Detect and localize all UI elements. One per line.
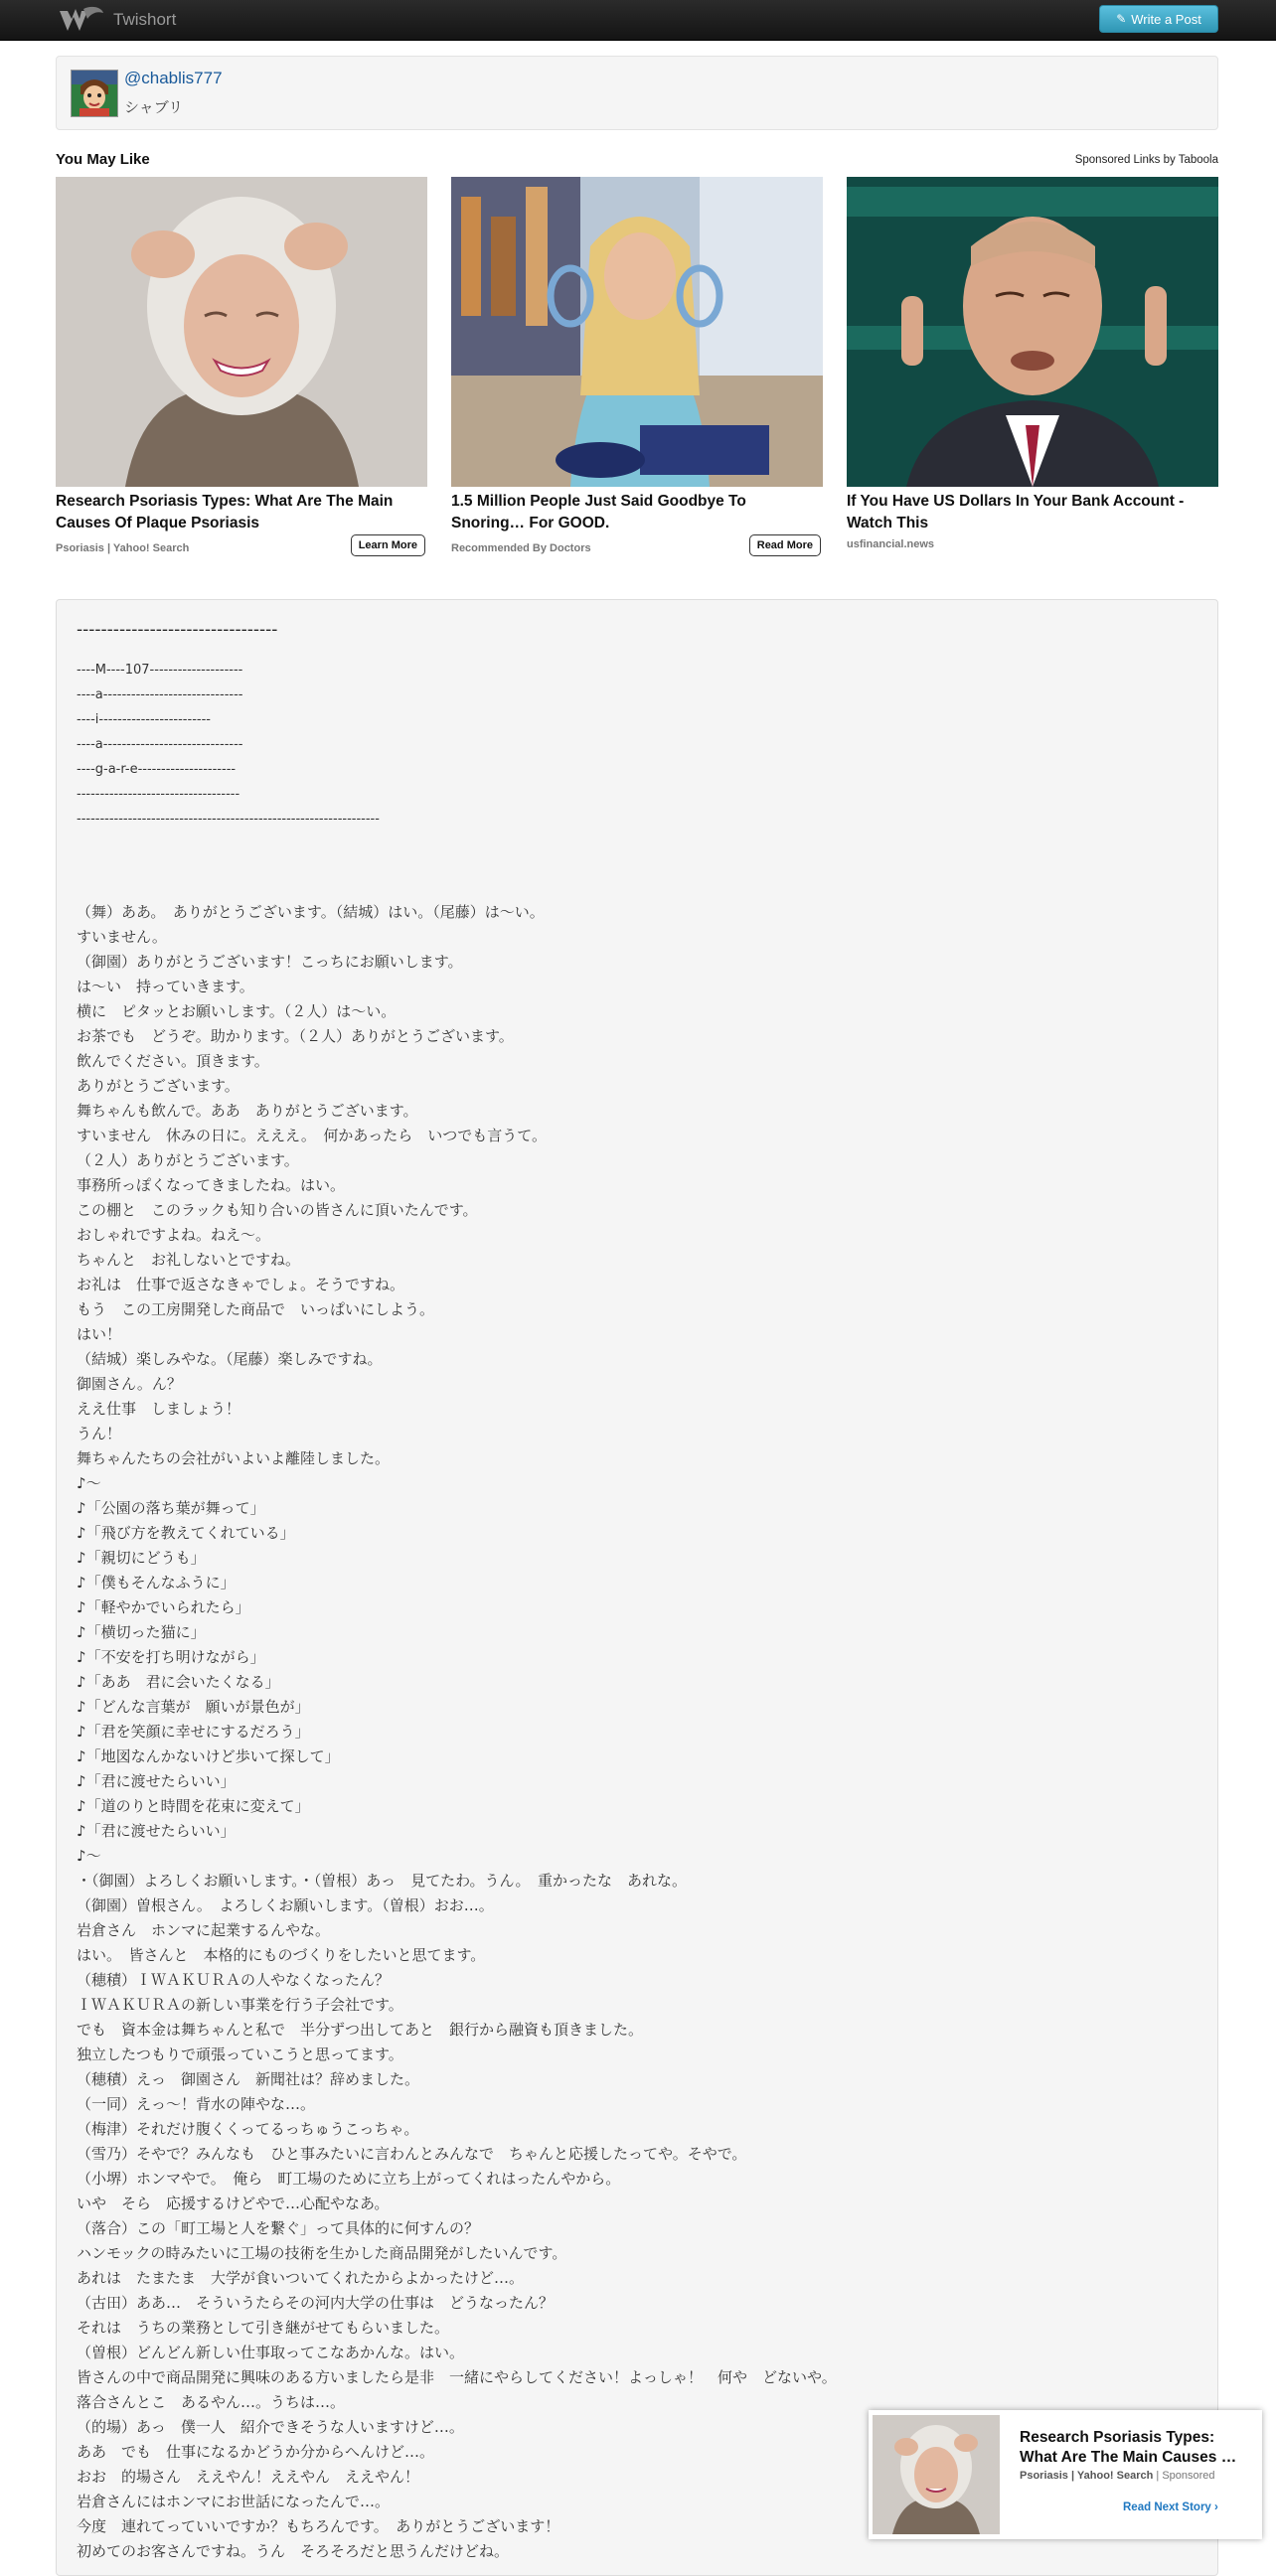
post-line: 舞ちゃんたちの会社がいよいよ離陸しました。 — [77, 1449, 391, 1467]
post-line: あれは たまたま 大学が食いついてくれたからよかったけど…。 — [77, 2269, 525, 2287]
top-navbar — [0, 0, 1276, 41]
post-line: （穂積）えっ 御園さん 新聞社は？辞めました。 — [77, 2070, 420, 2088]
avatar-image — [72, 71, 117, 116]
post-title-line: --------------------------------- — [77, 620, 278, 640]
sponsored-links-label[interactable]: Sponsored Links by Taboola — [1074, 154, 1218, 166]
read-next-story-label: Read Next Story — [1123, 2501, 1211, 2513]
recommendation-card-1[interactable] — [56, 177, 427, 564]
post-line: （穂積）ＩＷＡＫＵＲＡの人やなくなったん？ — [77, 1971, 391, 1989]
chevron-right-icon: › — [1214, 2501, 1218, 2513]
post-line: ええ仕事 しましょう！ — [77, 1400, 241, 1418]
post-line: ♪「ああ 君に会いたくなる」 — [77, 1673, 280, 1691]
floating-ad-title[interactable]: Research Psoriasis Types: What Are The Main Causes … — [1020, 2429, 1237, 2466]
brand-name: Twishort — [113, 10, 177, 29]
ad-title[interactable]: 1.5 Million People Just Said Goodbye To Snoring… For GOOD. — [451, 493, 746, 531]
read-more-button[interactable]: Read More — [749, 534, 821, 556]
ad-title[interactable]: Research Psoriasis Types: What Are The Main Causes Of Plaque Psoriasis — [56, 493, 394, 531]
floating-ad-sponsored: Sponsored — [1162, 2470, 1215, 2482]
post-line: はい。 皆さんと 本格的にものづくりをしたいと思てます。 — [77, 1946, 486, 1964]
post-line: ♪「公園の落ち葉が舞って」 — [77, 1499, 265, 1517]
post-line: おしゃれですよね。ねえ～。 — [77, 1226, 271, 1244]
post-line: 岩倉さん ホンマに起業するんやな。 — [77, 1921, 331, 1939]
post-line: それは うちの業務として引き継がせてもらいました。 — [77, 2319, 450, 2337]
post-line: 事務所っぽくなってきましたね。はい。 — [77, 1176, 346, 1194]
post-line: ああ でも 仕事になるかどうか分からへんけど…。 — [77, 2443, 435, 2461]
post-line: ♪「君を笑顔に幸せにするだろう」 — [77, 1723, 310, 1741]
post-line: すいません。 — [77, 928, 167, 946]
post-line: （梅津）それだけ腹くくってるっちゅうこっちゃ。 — [77, 2120, 419, 2138]
post-line: もう この工房開発した商品で いっぱいにしよう。 — [77, 1300, 435, 1318]
post-line: ＩＷＡＫＵＲＡの新しい事業を行う子会社です。 — [77, 1996, 403, 2014]
ad-source: usfinancial.news — [847, 538, 935, 550]
twishort-logo-icon — [58, 5, 105, 35]
post-line: お礼は 仕事で返さなきゃでしょ。そうですね。 — [77, 1276, 405, 1293]
post-header-line: ----a------------------------------ — [77, 737, 243, 752]
post-line: （一同）えっ～！背水の陣やな…。 — [77, 2095, 316, 2113]
post-line: ・（御園）よろしくお願いします。・（曽根）あっ 見てたわ。うん。 重かったな あれな。 — [77, 1872, 687, 1890]
post-line: （古田）ああ… そういうたらその河内大学の仕事は どうなったん？ — [77, 2294, 555, 2312]
post-line: （落合）この「町工場と人を繋ぐ」って具体的に何すんの？ — [77, 2219, 480, 2237]
post-line: 横に ピタッとお願いします。（２人）は～い。 — [77, 1002, 397, 1020]
floating-ad-meta: Psoriasis | Yahoo! Search | Sponsored — [1020, 2470, 1215, 2482]
post-line: 飲んでください。頂きます。 — [77, 1052, 269, 1070]
post-line: でも 資本金は舞ちゃんと私で 半分ずつ出してあと 銀行から融資も頂きました。 — [77, 2021, 644, 2039]
ad-source: Psoriasis | Yahoo! Search — [56, 542, 190, 554]
floating-recommendation-widget[interactable] — [869, 2410, 1262, 2539]
post-line: （結城）楽しみやな。（尾藤）楽しみですね。 — [77, 1350, 383, 1368]
post-line: お茶でも どうぞ。助かります。（２人）ありがとうございます。 — [77, 1027, 514, 1045]
post-line: おお 的場さん ええやん！ええやん ええやん！ — [77, 2468, 420, 2486]
post-line: （雪乃）そやで？みんなも ひと事みたいに言わんとみんなで ちゃんと応援したってや。そやで。 — [77, 2145, 747, 2163]
recommendation-card-3[interactable] — [847, 177, 1218, 564]
post-line: ♪「君に渡せたらいい」 — [77, 1822, 236, 1840]
post-line: 今度 連れてっていいですか？もちろんです。 ありがとうございます！ — [77, 2517, 560, 2535]
post-header-line: ----M----107-------------------- — [77, 663, 243, 678]
post-header-line: ----------------------------------- — [77, 787, 240, 802]
post-line: は～い 持っていきます。 — [77, 978, 254, 995]
post-line: ♪～ — [77, 1847, 101, 1865]
post-header-line: ----------------------------------------------------------------- — [77, 812, 380, 827]
avatar[interactable] — [71, 70, 118, 117]
ad-image-woman-snoring-device — [451, 177, 823, 487]
post-line: ♪「不安を打ち明けながら」 — [77, 1648, 265, 1666]
learn-more-button[interactable]: Learn More — [351, 534, 425, 556]
ad-title[interactable]: If You Have US Dollars In Your Bank Account - Watch This — [847, 493, 1185, 531]
brand-link[interactable] — [58, 5, 176, 35]
post-line: ♪「地図なんかないけど歩いて探して」 — [77, 1747, 340, 1765]
floating-ad-source: Psoriasis | Yahoo! Search — [1020, 2470, 1154, 2482]
post-line: はい！ — [77, 1325, 122, 1343]
user-handle-link[interactable]: @chablis777 — [124, 69, 223, 87]
post-line: （御園）ありがとうございます！こっちにお願いします。 — [77, 953, 463, 971]
post-line: ♪「軽やかでいられたら」 — [77, 1598, 250, 1616]
read-next-story-link[interactable] — [1123, 2501, 1218, 2513]
recommendation-card-2[interactable] — [451, 177, 823, 564]
post-line: 岩倉さんにはホンマにお世話になったんで…。 — [77, 2493, 391, 2510]
post-line: ハンモックの時みたいに工場の技術を生かした商品開発がしたいんです。 — [77, 2244, 567, 2262]
post-line: 独立したつもりで頑張っていこうと思ってます。 — [77, 2046, 403, 2063]
you-may-like-heading: You May Like — [56, 151, 150, 168]
post-line: ちゃんと お礼しないとですね。 — [77, 1251, 301, 1269]
post-line: （的場）あっ 僕一人 紹介できそうな人いますけど…。 — [77, 2418, 464, 2436]
post-line: 初めてのお客さんですね。うん そろそろだと思うんだけどね。 — [77, 2542, 510, 2560]
post-line: （小堺）ホンマやで。 俺ら 町工場のために立ち上がってくれはったんやから。 — [77, 2170, 621, 2188]
post-line: 御園さん。ん？ — [77, 1375, 182, 1393]
post-line: 落合さんとこ あるやん…。うちは…。 — [77, 2393, 346, 2411]
post-body — [77, 900, 837, 2564]
post-line: ♪「道のりと時間を花束に変えて」 — [77, 1797, 310, 1815]
ad-image-woman-scratching-head — [56, 177, 427, 487]
post-line: ♪「横切った猫に」 — [77, 1623, 206, 1641]
user-display-name: シャブリ — [124, 98, 184, 116]
post-content — [56, 599, 1218, 2576]
post-line: ♪「君に渡せたらいい」 — [77, 1772, 236, 1790]
write-post-label: Write a Post — [1131, 11, 1201, 27]
post-line: ありがとうございます。 — [77, 1077, 239, 1095]
post-line: ♪「飛び方を教えてくれている」 — [77, 1524, 295, 1542]
post-line: いや そら 応援するけどやで…心配やなあ。 — [77, 2195, 390, 2212]
ad-image-man-pointing — [847, 177, 1218, 487]
post-line: すいません 休みの日に。えええ。 何かあったら いつでも言うて。 — [77, 1127, 547, 1144]
post-line: ♪「僕もそんなふうに」 — [77, 1574, 236, 1591]
post-line: 舞ちゃんも飲んで。ああ ありがとうございます。 — [77, 1102, 418, 1120]
post-line: ♪「親切にどうも」 — [77, 1549, 206, 1567]
post-header-lines — [77, 658, 380, 832]
post-line: （曽根）どんどん新しい仕事取ってこなあかんな。はい。 — [77, 2344, 465, 2361]
post-line: この棚と このラックも知り合いの皆さんに頂いたんです。 — [77, 1201, 478, 1219]
post-line: ♪「どんな言葉が 願いが景色が」 — [77, 1698, 310, 1716]
post-header-line: ----i------------------------ — [77, 712, 211, 727]
user-card — [56, 56, 1218, 130]
post-line: 皆さんの中で商品開発に興味のある方いましたら是非 一緒にやらしてください！よっしゃ！ 何や どないや。 — [77, 2368, 837, 2386]
post-line: （２人）ありがとうございます。 — [77, 1151, 299, 1169]
post-line: （御園）曽根さん。 よろしくお願いします。（曽根）おお…。 — [77, 1896, 494, 1914]
post-line: うん！ — [77, 1425, 122, 1442]
post-line: （舞）ああ。 ありがとうございます。（結城）はい。（尾藤）は～い。 — [77, 903, 545, 921]
post-header-line: ----a------------------------------ — [77, 687, 243, 702]
ad-source: Recommended By Doctors — [451, 542, 591, 554]
post-header-line: ----g-a-r-e--------------------- — [77, 762, 237, 777]
edit-icon: ✎ — [1116, 12, 1127, 26]
post-line: ♪～ — [77, 1474, 101, 1492]
floating-ad-image — [873, 2415, 1000, 2534]
write-post-button[interactable] — [1099, 5, 1218, 33]
